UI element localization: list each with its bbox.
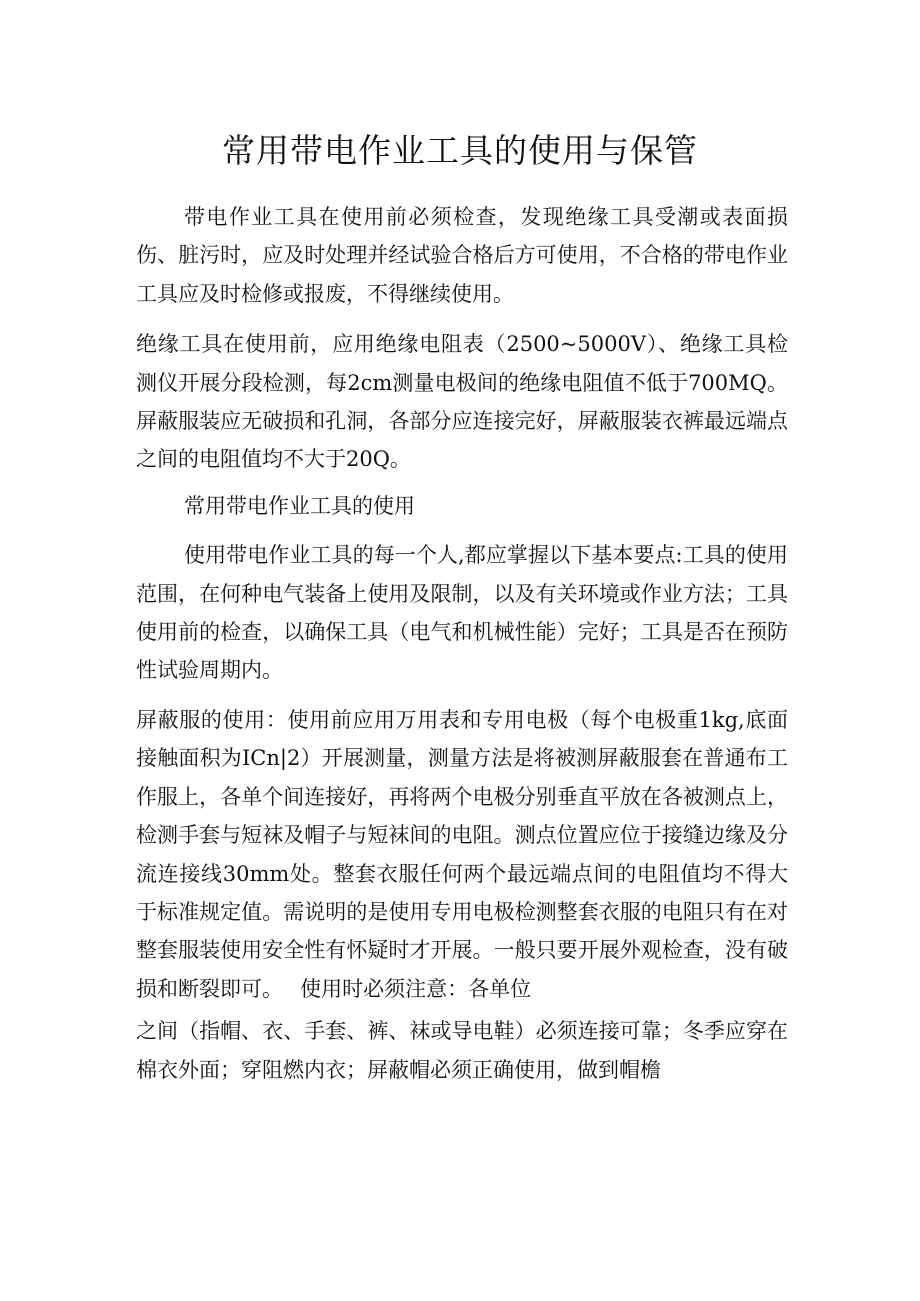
paragraph-insulation-testing: 绝缘工具在使用前，应用绝缘电阻表（2500~5000V）、绝缘工具检测仪开展分段检测，每2cm测量电极间的绝缘电阻值不低于700MQ。屏蔽服装应无破损和孔洞，各部分应连接完好，屏蔽服装衣裤最远端点之间的电阻值均不大于20Q。 xyxy=(136,332,788,472)
document-title: 常用带电作业工具的使用与保管 xyxy=(222,131,698,170)
paragraph-shielding-suit-usage: 屏蔽服的使用：使用前应用万用表和专用电极（每个电极重1kg,底面接触面积为ICn|2）开展测量，测量方法是将被测屏蔽服套在普通布工作服上，各单个间连接好，再将两个电极分别垂直平放在各被测点上，检测手套与短袜及帽子与短袜间的电阻。测点位置应位于接缝边缘及分流连接线30mm处。整套衣服任何两个最远端点间的电阻值均不得大于标准规定值。需说明的是使用专用电极检测整套衣服的电阻只有在对整套服装使用安全性有怀疑时才开展。一般只要开展外观检查，没有破损和断裂即可。 使用时必须注意：各单位 xyxy=(136,707,788,1001)
paragraph-basic-requirements: 使用带电作业工具的每一个人,都应掌握以下基本要点:工具的使用范围，在何种电气装备上使用及限制，以及有关环境或作业方法；工具使用前的检查，以确保工具（电气和机械性能）完好；工具是否在预防性试验周期内。 xyxy=(136,543,788,683)
document-body xyxy=(136,198,788,1089)
section-heading-tool-usage: 常用带电作业工具的使用 xyxy=(184,493,415,518)
paragraph-tool-inspection: 带电作业工具在使用前必须检查，发现绝缘工具受潮或表面损伤、脏污时，应及时处理并经试验合格后方可使用，不合格的带电作业工具应及时检修或报废，不得继续使用。 xyxy=(136,205,788,306)
paragraph-connection-notes: 之间（指帽、衣、手套、裤、袜或导电鞋）必须连接可靠；冬季应穿在棉衣外面；穿阻燃内衣；屏蔽帽必须正确使用，做到帽檐 xyxy=(136,1019,788,1082)
